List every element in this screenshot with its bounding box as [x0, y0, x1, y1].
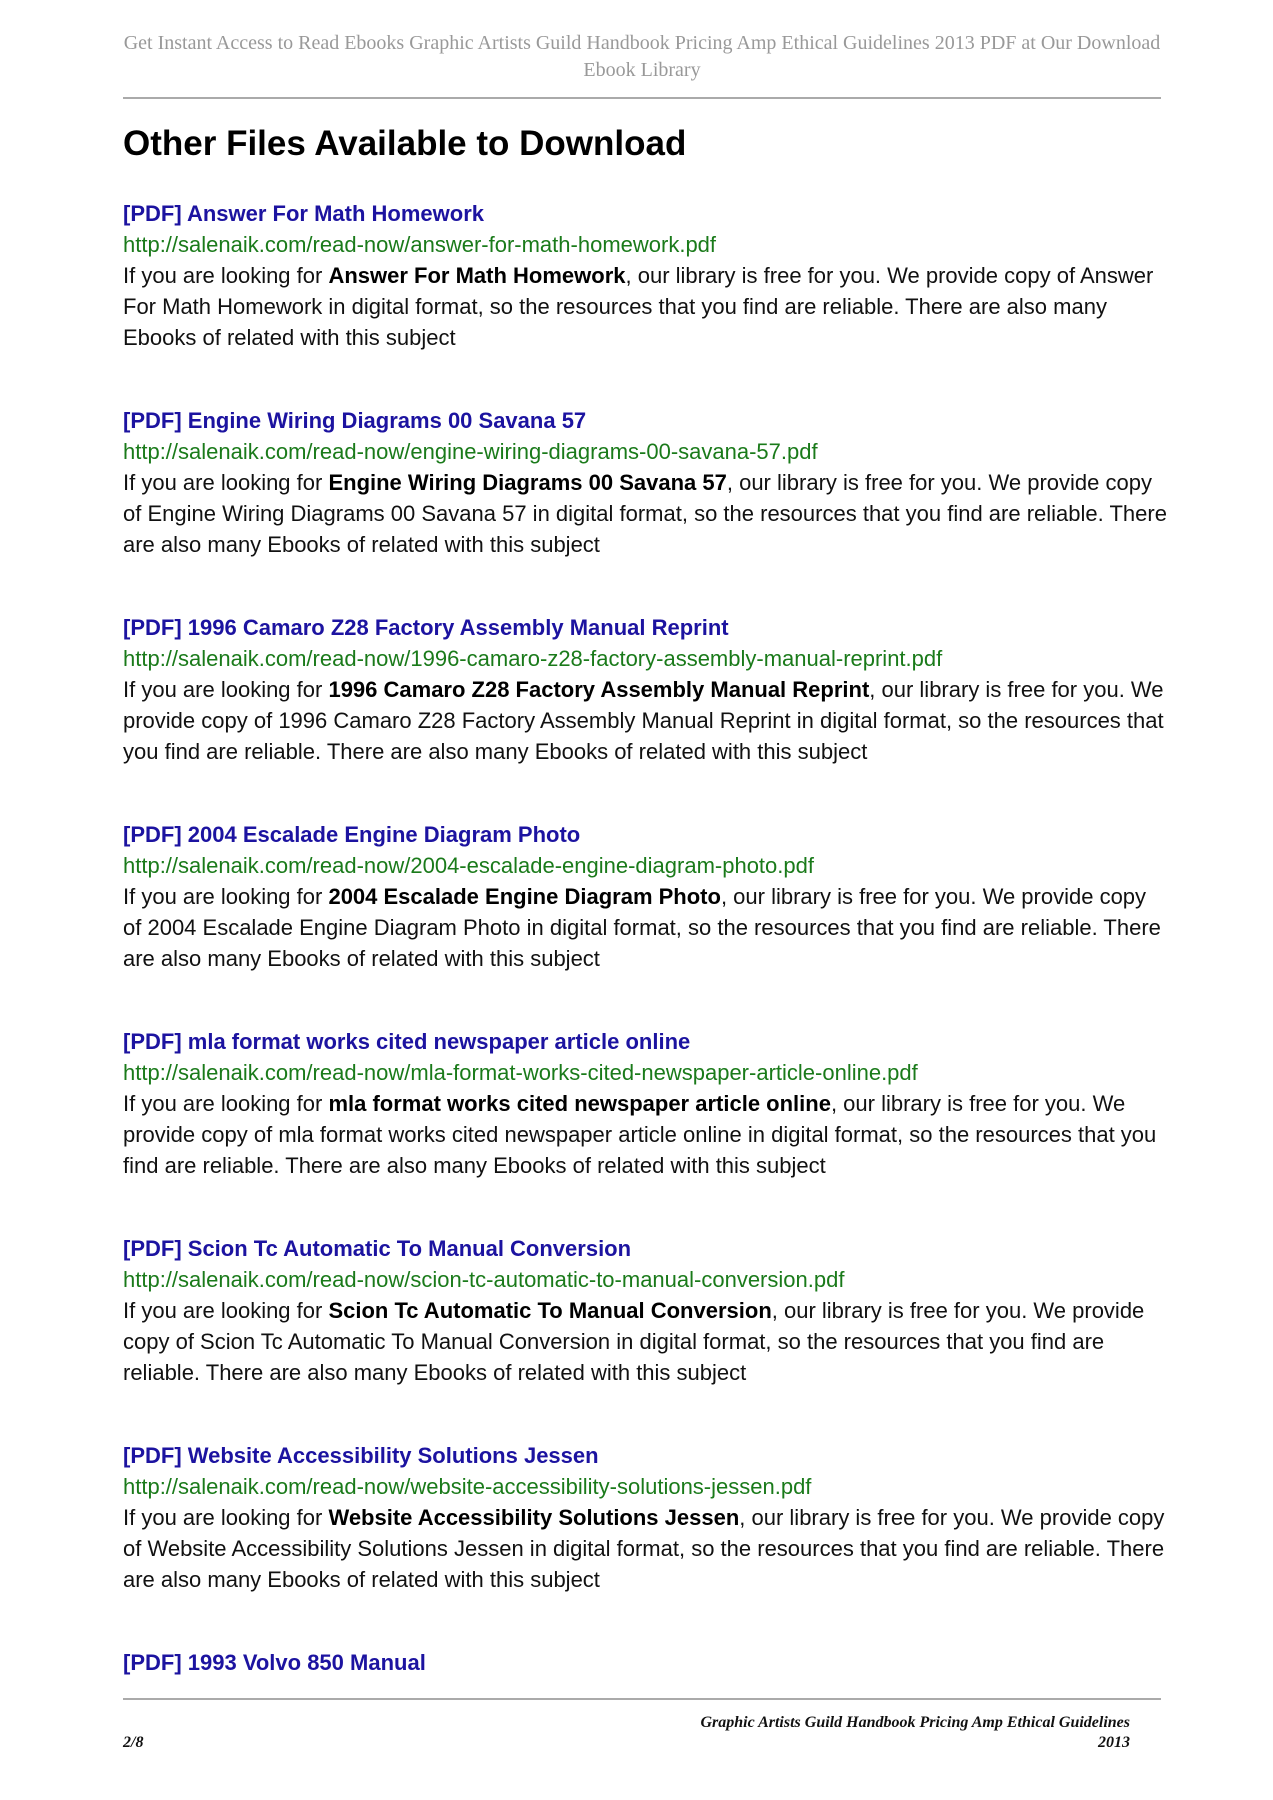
file-title-link[interactable]: [PDF] Scion Tc Automatic To Manual Conversion	[123, 1236, 632, 1261]
file-url-link[interactable]: http://salenaik.com/read-now/scion-tc-automatic-to-manual-conversion.pdf	[123, 1267, 845, 1292]
file-entry	[123, 1026, 1168, 1181]
file-description	[123, 674, 1168, 767]
file-name: Scion Tc Automatic To Manual Conversion	[200, 1329, 611, 1354]
desc-suffix: in digital format, so the resources that you find are reliable. There are also many Ebooks of related with this subject	[123, 708, 1164, 764]
file-entry	[123, 1647, 1168, 1678]
desc-prefix: If you are looking for	[123, 1505, 329, 1530]
file-entry	[123, 1233, 1168, 1388]
desc-mid: , our library is free for you. We provide copy of	[123, 677, 1164, 733]
file-title-link[interactable]: [PDF] 2004 Escalade Engine Diagram Photo	[123, 822, 581, 847]
desc-mid: , our library is free for you. We provide copy of	[123, 1091, 1126, 1147]
file-title-link[interactable]: [PDF] 1996 Camaro Z28 Factory Assembly Manual Reprint	[123, 615, 729, 640]
file-title-link[interactable]: [PDF] mla format works cited newspaper article online	[123, 1029, 691, 1054]
footer-title	[700, 1713, 1130, 1753]
desc-prefix: If you are looking for	[123, 470, 329, 495]
file-name-bold: 2004 Escalade Engine Diagram Photo	[328, 884, 721, 909]
file-name-bold: 1996 Camaro Z28 Factory Assembly Manual Reprint	[328, 677, 870, 702]
desc-prefix: If you are looking for	[123, 263, 329, 288]
footer-divider	[123, 1698, 1161, 1700]
file-title-link[interactable]: [PDF] Answer For Math Homework	[123, 201, 484, 226]
desc-prefix: If you are looking for	[123, 677, 329, 702]
file-description	[123, 1295, 1168, 1388]
page-title: Other Files Available to Download	[123, 124, 687, 163]
file-entry	[123, 819, 1168, 974]
file-title-link[interactable]: [PDF] 1993 Volvo 850 Manual	[123, 1650, 426, 1675]
file-entry	[123, 1440, 1168, 1595]
desc-suffix: in digital format, so the resources that you find are reliable. There are also many Ebooks of related with this subject	[123, 501, 1167, 557]
file-entry	[123, 405, 1168, 560]
page-number: 2/8	[123, 1734, 144, 1751]
file-name: 2004 Escalade Engine Diagram Photo	[147, 915, 521, 940]
desc-mid: , our library is free for you. We provide copy of	[123, 1298, 1145, 1354]
desc-mid: , our library is free for you. We provide copy of	[123, 884, 1147, 940]
file-name: mla format works cited newspaper article online	[278, 1122, 742, 1147]
file-description	[123, 467, 1168, 560]
file-name-bold: Website Accessibility Solutions Jessen	[328, 1505, 740, 1530]
file-name: Website Accessibility Solutions Jessen	[147, 1536, 524, 1561]
file-url-link[interactable]: http://salenaik.com/read-now/1996-camaro-z28-factory-assembly-manual-reprint.pdf	[123, 646, 943, 671]
file-url-link[interactable]: http://salenaik.com/read-now/mla-format-works-cited-newspaper-article-online.pdf	[123, 1060, 918, 1085]
file-description	[123, 1502, 1168, 1595]
file-title-link[interactable]: [PDF] Engine Wiring Diagrams 00 Savana 57	[123, 408, 587, 433]
desc-suffix: in digital format, so the resources that you find are reliable. There are also many Ebooks of related with this subject	[123, 915, 1161, 971]
file-url-link[interactable]: http://salenaik.com/read-now/engine-wiring-diagrams-00-savana-57.pdf	[123, 439, 818, 464]
footer-title-line1: Graphic Artists Guild Handbook Pricing Amp Ethical Guidelines	[700, 1714, 1130, 1731]
desc-prefix: If you are looking for	[123, 1091, 329, 1116]
page-header: Get Instant Access to Read Ebooks Graphic Artists Guild Handbook Pricing Amp Ethical Guidelines 2013 PDF at Our Download Ebook Library	[123, 32, 1161, 81]
file-url-link[interactable]: http://salenaik.com/read-now/2004-escalade-engine-diagram-photo.pdf	[123, 853, 814, 878]
file-title-link[interactable]: [PDF] Website Accessibility Solutions Jessen	[123, 1443, 599, 1468]
header-divider	[123, 97, 1161, 99]
desc-mid: , our library is free for you. We provide copy of	[625, 263, 1080, 288]
file-name-bold: Scion Tc Automatic To Manual Conversion	[328, 1298, 772, 1323]
file-description	[123, 1088, 1168, 1181]
file-entry	[123, 612, 1168, 767]
desc-suffix: in digital format, so the resources that you find are reliable. There are also many Ebooks of related with this subject	[123, 294, 1107, 350]
desc-mid: , our library is free for you. We provide copy of	[123, 1505, 1165, 1561]
desc-suffix: in digital format, so the resources that you find are reliable. There are also many Ebooks of related with this subject	[123, 1536, 1165, 1592]
desc-suffix: in digital format, so the resources that you find are reliable. There are also many Ebooks of related with this subject	[123, 1329, 1105, 1385]
file-description	[123, 881, 1168, 974]
file-url-link[interactable]: http://salenaik.com/read-now/answer-for-math-homework.pdf	[123, 232, 717, 257]
file-name-bold: mla format works cited newspaper article online	[328, 1091, 831, 1116]
file-name-bold: Answer For Math Homework	[328, 263, 626, 288]
footer-title-line2: 2013	[1098, 1734, 1130, 1751]
desc-prefix: If you are looking for	[123, 884, 329, 909]
desc-mid: , our library is free for you. We provide copy of	[123, 470, 1152, 526]
file-name: Engine Wiring Diagrams 00 Savana 57	[147, 501, 527, 526]
file-name: 1996 Camaro Z28 Factory Assembly Manual Reprint	[278, 708, 791, 733]
file-name-bold: Engine Wiring Diagrams 00 Savana 57	[328, 470, 727, 495]
desc-suffix: in digital format, so the resources that you find are reliable. There are also many Ebooks of related with this subject	[123, 1122, 1157, 1178]
file-description	[123, 260, 1168, 353]
file-name: Answer For Math Homework	[123, 263, 1154, 319]
file-entry	[123, 198, 1168, 353]
file-url-link[interactable]: http://salenaik.com/read-now/website-accessibility-solutions-jessen.pdf	[123, 1474, 812, 1499]
desc-prefix: If you are looking for	[123, 1298, 329, 1323]
